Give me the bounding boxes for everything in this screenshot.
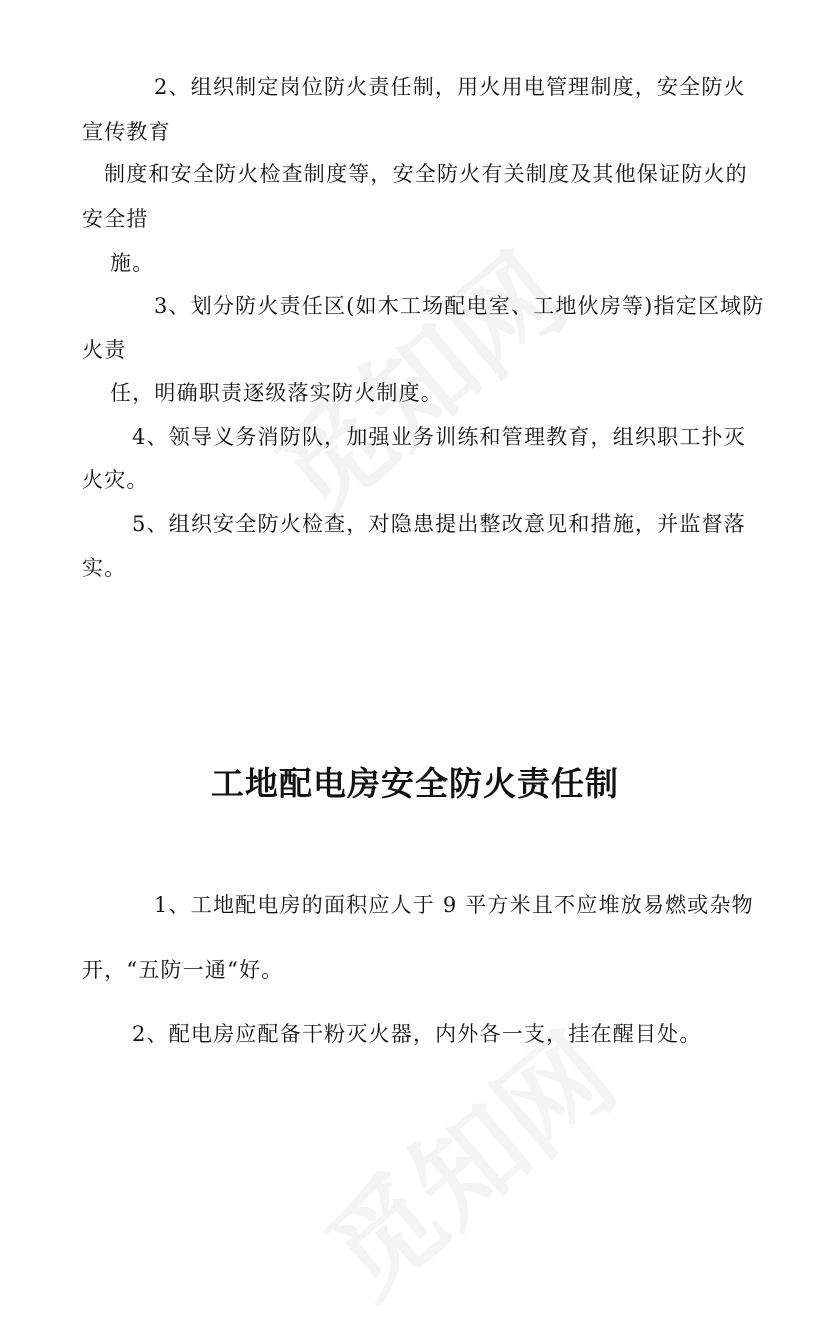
paragraph-line: 1、工地配电房的面积应人于 9 平方米且不应堆放易燃或杂物: [154, 893, 754, 917]
paragraph-line: 火责: [82, 338, 127, 362]
paragraph-line: 安全措: [82, 207, 149, 231]
paragraph-line: 火灾。: [82, 468, 149, 492]
section-title: 工地配电房安全防火责任制: [211, 764, 619, 803]
paragraph-line: 施。: [110, 251, 155, 275]
paragraph-line: 制度和安全防火检查制度等，安全防火有关制度及其他保证防火的: [104, 162, 748, 186]
paragraph-line: 4、领导义务消防队，加强业务训练和管理教育，组织职工扑灭: [132, 425, 746, 449]
paragraph-line: 3、划分防火责任区(如木工场配电室、工地伙房等)指定区域防: [154, 294, 765, 318]
paragraph-line: 宣传教育: [82, 120, 171, 144]
paragraph-line: 5、组织安全防火检查，对隐患提出整改意见和措施，并监督落: [132, 512, 746, 536]
paragraph-line: 开，“五防一通“好。: [82, 958, 284, 982]
paragraph-line: 2、配电房应配备干粉灭火器，内外各一支，挂在醒目处。: [132, 1022, 702, 1046]
paragraph-line: 实。: [82, 556, 127, 580]
paragraph-line: 2、组织制定岗位防火责任制，用火用电管理制度，安全防火: [154, 75, 746, 99]
paragraph-line: 任，明确职责逐级落实防火制度。: [110, 381, 443, 405]
